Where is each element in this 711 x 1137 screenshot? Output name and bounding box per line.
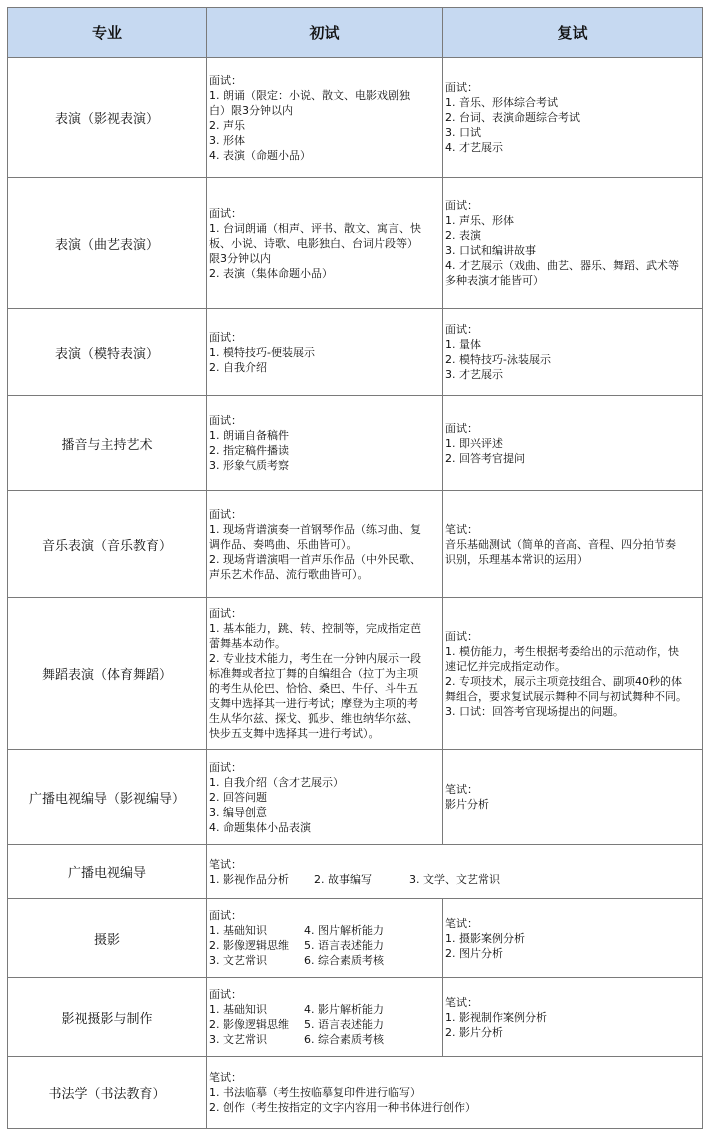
line: 1. 量体	[445, 338, 481, 351]
retest-cell	[443, 978, 703, 1057]
line: 2. 图片分析	[445, 946, 503, 960]
line: 4. 表演（命题小品）	[209, 148, 311, 162]
line: 面试：	[445, 81, 478, 94]
line: 1. 台词朗诵（相声、评书、散文、寓言、快	[209, 221, 421, 235]
line: 2. 回答考官提问	[445, 451, 525, 465]
table-row	[8, 899, 703, 978]
major-cell: 音乐表演（音乐教育）	[8, 491, 207, 598]
header-initial: 初试	[207, 8, 443, 58]
line: 3. 编导创意	[209, 805, 267, 819]
retest-cell	[443, 750, 703, 845]
major-cell: 表演（影视表演）	[8, 58, 207, 178]
exam-table	[7, 7, 703, 1129]
major-cell: 广播电视编导（影视编导）	[8, 750, 207, 845]
line: 面试：	[209, 507, 242, 521]
line: 3. 口试	[445, 126, 481, 139]
line: 1. 摄影案例分析	[445, 931, 525, 945]
line: 3. 才艺展示	[445, 368, 503, 381]
line: 的考生从伦巴、恰恰、桑巴、牛仔、斗牛五	[209, 682, 418, 695]
line: 2. 回答问题	[209, 790, 267, 804]
line: 面试：	[445, 323, 478, 336]
line: 面试：	[209, 760, 242, 774]
major-cell: 广播电视编导	[8, 845, 207, 899]
item-grid	[209, 923, 440, 968]
line: 1. 自我介绍（含才艺展示）	[209, 775, 344, 789]
line: 1. 书法临摹（考生按临摹复印件进行临写）	[209, 1086, 421, 1099]
line: 2. 模特技巧-泳装展示	[445, 353, 551, 366]
line: 2. 台词、表演命题综合考试	[445, 111, 580, 124]
line: 面试：	[445, 629, 478, 643]
line: 3. 形体	[209, 133, 245, 147]
line: 调作品、奏鸣曲、乐曲皆可）。	[209, 537, 358, 551]
grid-item: 2. 故事编写	[314, 872, 372, 886]
table-row	[8, 1057, 703, 1129]
line: 支舞中选择其一进行考试；摩登为主项的考	[209, 697, 418, 710]
line: 2. 专项技术，展示主项竞技组合、副项40秒的体	[445, 674, 682, 688]
line: 面试：	[209, 206, 242, 220]
table-row	[8, 845, 703, 899]
line: 笔试：	[445, 995, 478, 1009]
line: 2. 影片分析	[445, 1025, 503, 1039]
grid-item: 3. 文学、文艺常识	[409, 872, 500, 886]
line: 蕾舞基本动作。	[209, 637, 286, 650]
major-cell: 舞蹈表演（体育舞蹈）	[8, 598, 207, 750]
line: 面试：	[209, 73, 242, 87]
line: 识别，乐理基本常识的运用）	[445, 552, 588, 566]
line: 2. 表演（集体命题小品）	[209, 266, 333, 280]
line: 3. 口试和编讲故事	[445, 244, 536, 257]
grid-item: 2. 影像逻辑思维	[209, 1018, 289, 1031]
line: 1. 朗诵自备稿件	[209, 429, 289, 442]
merged-cell	[207, 1057, 703, 1129]
line: 1. 模特技巧-便装展示	[209, 345, 315, 359]
retest-cell	[443, 178, 703, 309]
line: 面试：	[209, 414, 242, 427]
initial-cell	[207, 178, 443, 309]
grid-item: 1. 基础知识	[209, 924, 267, 937]
line: 2. 声乐	[209, 118, 245, 132]
line: 面试：	[209, 988, 242, 1001]
line: 笔试：	[209, 857, 242, 871]
major-cell: 书法学（书法教育）	[8, 1057, 207, 1129]
initial-cell	[207, 491, 443, 598]
grid-item: 3. 文艺常识	[209, 1033, 267, 1046]
line: 影片分析	[445, 798, 489, 811]
header-major: 专业	[8, 8, 207, 58]
table-row	[8, 58, 703, 178]
line: 面试：	[209, 607, 242, 620]
item-grid	[209, 872, 700, 887]
initial-cell	[207, 58, 443, 178]
initial-cell	[207, 396, 443, 491]
grid-item: 2. 影像逻辑思维	[209, 939, 289, 952]
table-row	[8, 309, 703, 396]
grid-item: 6. 综合素质考核	[304, 954, 384, 967]
retest-cell	[443, 598, 703, 750]
initial-cell	[207, 899, 443, 978]
line: 2. 创作（考生按指定的文字内容用一种书体进行创作）	[209, 1101, 476, 1114]
line: 4. 才艺展示（戏曲、曲艺、器乐、舞蹈、武术等	[445, 259, 679, 272]
line: 3. 口试：回答考官现场提出的问题。	[445, 704, 624, 718]
line: 舞组合，要求复试展示舞种不同与初试舞种不同。	[445, 689, 687, 703]
line: 面试：	[209, 909, 242, 922]
table-row	[8, 750, 703, 845]
line: 1. 朗诵（限定：小说、散文、电影戏剧独	[209, 88, 410, 102]
line: 面试：	[445, 421, 478, 435]
table-row	[8, 491, 703, 598]
retest-cell	[443, 58, 703, 178]
merged-cell	[207, 845, 703, 899]
grid-item: 6. 综合素质考核	[304, 1033, 384, 1046]
line: 笔试：	[445, 916, 478, 930]
header-row	[8, 8, 703, 58]
line: 生从华尔兹、探戈、狐步、维也纳华尔兹、	[209, 712, 418, 725]
retest-cell	[443, 899, 703, 978]
line: 1. 即兴评述	[445, 436, 503, 450]
line: 4. 命题集体小品表演	[209, 820, 311, 834]
line: 笔试：	[209, 1071, 242, 1084]
retest-cell	[443, 396, 703, 491]
major-cell: 摄影	[8, 899, 207, 978]
line: 4. 才艺展示	[445, 141, 503, 154]
grid-item: 4. 影片解析能力	[304, 1003, 384, 1016]
line: 2. 指定稿件播读	[209, 444, 289, 457]
major-cell: 表演（模特表演）	[8, 309, 207, 396]
line: 笔试：	[445, 783, 478, 796]
initial-cell	[207, 978, 443, 1057]
line: 2. 专业技术能力，考生在一分钟内展示一段	[209, 652, 421, 665]
line: 1. 音乐、形体综合考试	[445, 96, 558, 109]
grid-item: 5. 语言表述能力	[304, 939, 384, 952]
retest-cell	[443, 491, 703, 598]
retest-cell	[443, 309, 703, 396]
line: 音乐基础测试（简单的音高、音程、四分拍节奏	[445, 537, 676, 551]
table-row	[8, 978, 703, 1057]
grid-item: 4. 图片解析能力	[304, 924, 384, 937]
grid-item: 5. 语言表述能力	[304, 1018, 384, 1031]
line: 笔试：	[445, 522, 478, 536]
line: 1. 声乐、形体	[445, 214, 514, 227]
line: 3. 形象气质考察	[209, 459, 289, 472]
line: 声乐艺术作品、流行歌曲皆可）。	[209, 567, 369, 581]
grid-item: 1. 影视作品分析	[209, 872, 289, 886]
line: 1. 模仿能力，考生根据考委给出的示范动作，快	[445, 644, 679, 658]
line: 限3分钟以内	[209, 251, 271, 265]
line: 白）限3分钟以内	[209, 103, 293, 117]
line: 2. 表演	[445, 229, 481, 242]
line: 面试：	[209, 330, 242, 344]
table-row	[8, 178, 703, 309]
line: 多种表演才能皆可）	[445, 274, 544, 287]
initial-cell	[207, 750, 443, 845]
line: 2. 现场背谱演唱一首声乐作品（中外民歌、	[209, 552, 421, 566]
line: 1. 影视制作案例分析	[445, 1010, 547, 1024]
initial-cell	[207, 309, 443, 396]
item-grid	[209, 1002, 440, 1047]
grid-item: 3. 文艺常识	[209, 954, 267, 967]
line: 1. 现场背谱演奏一首钢琴作品（练习曲、复	[209, 522, 421, 536]
major-cell: 播音与主持艺术	[8, 396, 207, 491]
table-row	[8, 598, 703, 750]
line: 板、小说、诗歌、电影独白、台词片段等）	[209, 236, 418, 250]
major-cell: 影视摄影与制作	[8, 978, 207, 1057]
line: 速记忆并完成指定动作。	[445, 659, 566, 673]
grid-item: 1. 基础知识	[209, 1003, 267, 1016]
table-row	[8, 396, 703, 491]
line: 面试：	[445, 199, 478, 212]
header-retest: 复试	[443, 8, 703, 58]
line: 快步五支舞中选择其一进行考试）。	[209, 727, 380, 740]
line: 标准舞或者拉丁舞的自编组合（拉丁为主项	[209, 667, 418, 680]
initial-cell	[207, 598, 443, 750]
major-cell: 表演（曲艺表演）	[8, 178, 207, 309]
line: 1. 基本能力，跳、转、控制等，完成指定芭	[209, 622, 421, 635]
line: 2. 自我介绍	[209, 360, 267, 374]
